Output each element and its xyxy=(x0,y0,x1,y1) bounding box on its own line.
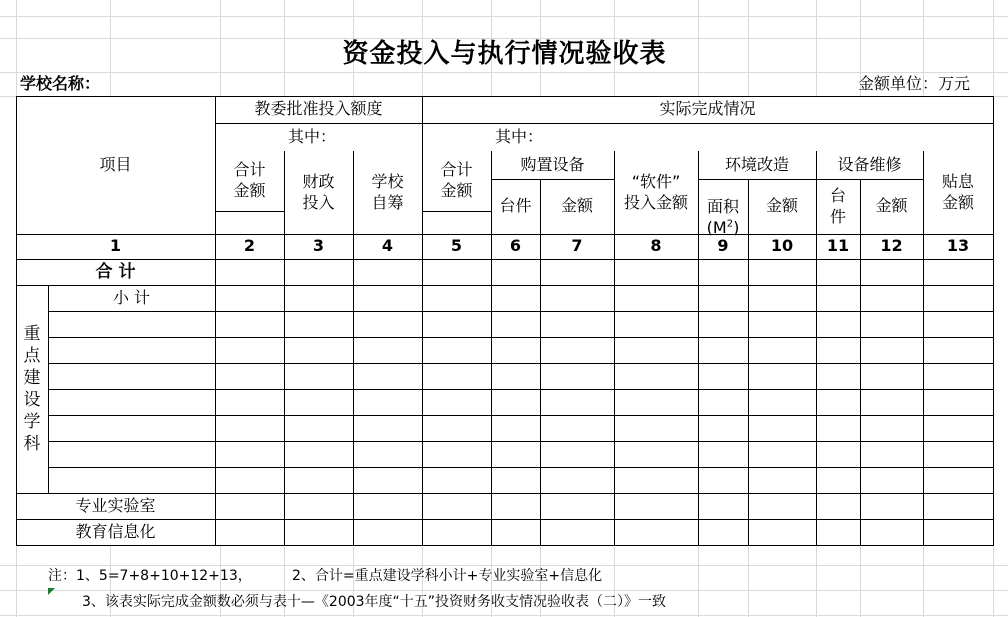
column-number-4: 4 xyxy=(381,236,394,256)
border-h xyxy=(48,311,994,312)
row-lab-label: 专业实验室 xyxy=(75,495,156,515)
grid-row-line xyxy=(0,16,1008,17)
grid-col-line xyxy=(993,0,994,96)
border-h xyxy=(48,441,994,442)
column-number-3: 3 xyxy=(312,236,325,256)
header-repair-units: 台 件 xyxy=(829,185,846,226)
grid-col-line xyxy=(16,545,17,617)
row-info-label: 教育信息化 xyxy=(75,521,156,541)
header-area-sup: 2 xyxy=(726,218,734,230)
grid-col-line xyxy=(993,545,994,617)
header-actual-group: 实际完成情况 xyxy=(659,99,756,119)
header-env-improve: 环境改造 xyxy=(724,154,789,174)
header-equip-repair: 设备维修 xyxy=(837,154,902,174)
note-3: 3、该表实际完成金额数必须与表十—《2003年度“十五”投资财务收支情况验收表（二）》一致 xyxy=(82,593,667,610)
header-units: 台件 xyxy=(499,196,532,216)
column-number-7: 7 xyxy=(571,236,583,256)
grid-row-line xyxy=(0,615,1008,616)
header-equip-purchase: 购置设备 xyxy=(520,154,585,174)
border-h xyxy=(422,211,492,212)
header-area-text xyxy=(707,174,740,239)
column-number-11: 11 xyxy=(826,236,850,256)
header-school-self: 学校 自筹 xyxy=(371,171,404,212)
school-name-label: 学校名称： xyxy=(20,73,101,93)
key-discipline-label: 重 点 建 设 学 科 xyxy=(23,323,41,455)
note-1: 注：1、5=7+8+10+12+13， xyxy=(48,567,252,584)
page-title: 资金投入与执行情况验收表 xyxy=(342,39,667,70)
border-h xyxy=(48,337,994,338)
border-h xyxy=(48,415,994,416)
column-number-13: 13 xyxy=(946,236,970,256)
border-v xyxy=(993,96,994,546)
border-h xyxy=(215,211,285,212)
row-subtotal-label: 小 计 xyxy=(112,287,151,307)
header-interest-subsidy: 贴息 金额 xyxy=(941,171,974,212)
header-item: 项目 xyxy=(99,154,132,174)
border-v xyxy=(48,285,49,494)
border-h xyxy=(48,467,994,468)
column-number-9: 9 xyxy=(717,236,729,256)
column-number-6: 6 xyxy=(509,236,522,256)
header-finance-input: 财政 投入 xyxy=(302,171,335,212)
cell-note-indicator xyxy=(48,588,55,595)
column-number-8: 8 xyxy=(650,236,662,256)
row-total-label: 合 计 xyxy=(95,261,136,282)
header-of-which-actual: 其中： xyxy=(495,126,544,146)
header-of-which-plan: 其中： xyxy=(288,126,337,146)
header-actual-total: 合计 金额 xyxy=(440,160,473,200)
amount-unit-label: 金额单位：万元 xyxy=(857,73,970,93)
border-h xyxy=(16,545,994,546)
header-amount-repair: 金额 xyxy=(875,196,908,216)
border-h xyxy=(48,389,994,390)
column-number-12: 12 xyxy=(880,236,903,256)
column-number-10: 10 xyxy=(770,236,794,256)
column-number-2: 2 xyxy=(243,236,256,256)
header-area-prefix: 面积 (M xyxy=(706,196,739,238)
header-amount-equip: 金额 xyxy=(560,196,593,216)
note-2: 2、合计=重点建设学科小计+专业实验室+信息化 xyxy=(292,567,603,584)
border-h xyxy=(48,363,994,364)
column-number-5: 5 xyxy=(450,236,463,256)
header-plan-group: 教委批准投入额度 xyxy=(254,99,383,119)
header-plan-total: 合计 金额 xyxy=(233,160,266,200)
header-amount-env: 金额 xyxy=(765,196,798,216)
header-area-suffix: ) xyxy=(733,218,740,238)
column-number-1: 1 xyxy=(109,236,122,256)
header-software: “软件” 投入金额 xyxy=(623,171,688,212)
grid-row-line xyxy=(0,590,1008,591)
header-area xyxy=(698,179,748,238)
